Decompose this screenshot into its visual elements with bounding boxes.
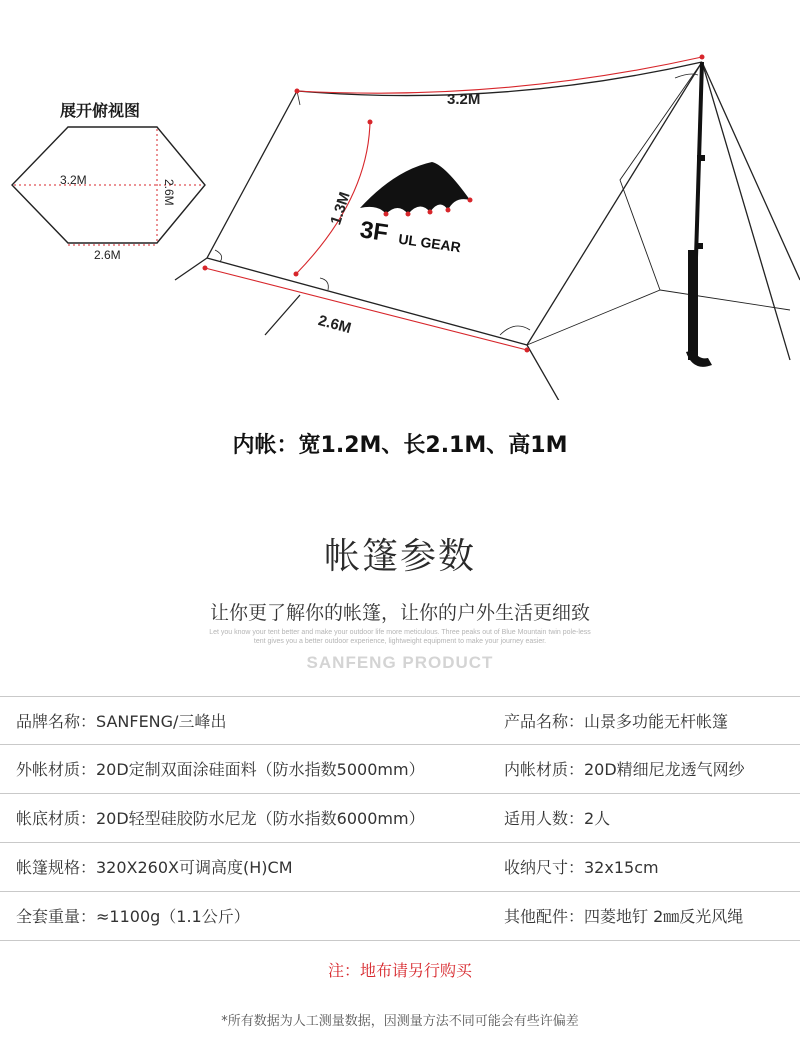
- spec-cell-right: 适用人数：2人: [504, 809, 611, 828]
- tent-diagram: [0, 0, 800, 400]
- base-length-label: 2.6M: [316, 312, 353, 338]
- side-height-label: 1.3M: [327, 189, 354, 227]
- section-title: 帐篷参数: [323, 536, 476, 577]
- top-view-width-label: 3.2M: [60, 173, 87, 187]
- logo-text-sub: UL GEAR: [397, 230, 462, 256]
- spec-row: [0, 843, 800, 892]
- spec-cell-left: 帐底材质：20D轻型硅胶防水尼龙（防水指数6000mm）: [16, 809, 425, 828]
- measurement-footnote: *所有数据为人工测量数据，因测量方法不同可能会有些许偏差: [221, 1014, 579, 1029]
- spec-cell-left: 帐篷规格：320X260X可调高度(H)CM: [16, 858, 293, 877]
- brand-watermark: SANFENG PRODUCT: [306, 653, 494, 672]
- top-view-title: 展开俯视图: [60, 101, 141, 120]
- logo-text-main: 3F: [358, 216, 390, 247]
- spec-cell-right: 收纳尺寸：32x15cm: [504, 858, 659, 877]
- top-view-depth-label: 2.6M: [162, 179, 176, 206]
- spec-cell-left: 全套重量：≈1100g（1.1公斤）: [16, 907, 250, 926]
- english-blurb-line-2: tent gives you a better outdoor experience, lightweight equipment to make your journey easier.: [253, 638, 547, 645]
- spec-cell-left: 品牌名称：SANFENG/三峰出: [16, 712, 227, 731]
- inner-tent-dimensions: 内帐：宽1.2M、长2.1M、高1M: [232, 433, 568, 458]
- ground-sheet-note: 注：地布请另行购买: [327, 961, 472, 980]
- brand-logo: [360, 162, 473, 217]
- spec-cell-left: 外帐材质：20D定制双面涂硅面料（防水指数5000mm）: [16, 760, 425, 779]
- tent-outline: [175, 62, 800, 400]
- spec-row: [0, 696, 800, 745]
- section-subtitle: 让你更了解你的帐篷，让你的户外生活更细致: [209, 602, 590, 624]
- top-view-bottom-label: 2.6M: [94, 248, 121, 262]
- ridge-length-label: 3.2M: [447, 91, 481, 108]
- spec-row: [0, 745, 800, 794]
- english-blurb-line-1: Let you know your tent better and make your outdoor life more meticulous. Three peaks out of Blue Mountain twin pole-less: [209, 629, 591, 636]
- spec-cell-right: 其他配件：四菱地钉 2㎜反光风绳: [504, 907, 744, 926]
- spec-row: [0, 794, 800, 843]
- spec-cell-right: 内帐材质：20D精细尼龙透气网纱: [504, 760, 745, 779]
- spec-cell-right: 产品名称：山景多功能无杆帐篷: [504, 712, 729, 731]
- spec-table: [0, 696, 800, 941]
- spec-row: [0, 892, 800, 941]
- trekking-pole: [686, 62, 712, 367]
